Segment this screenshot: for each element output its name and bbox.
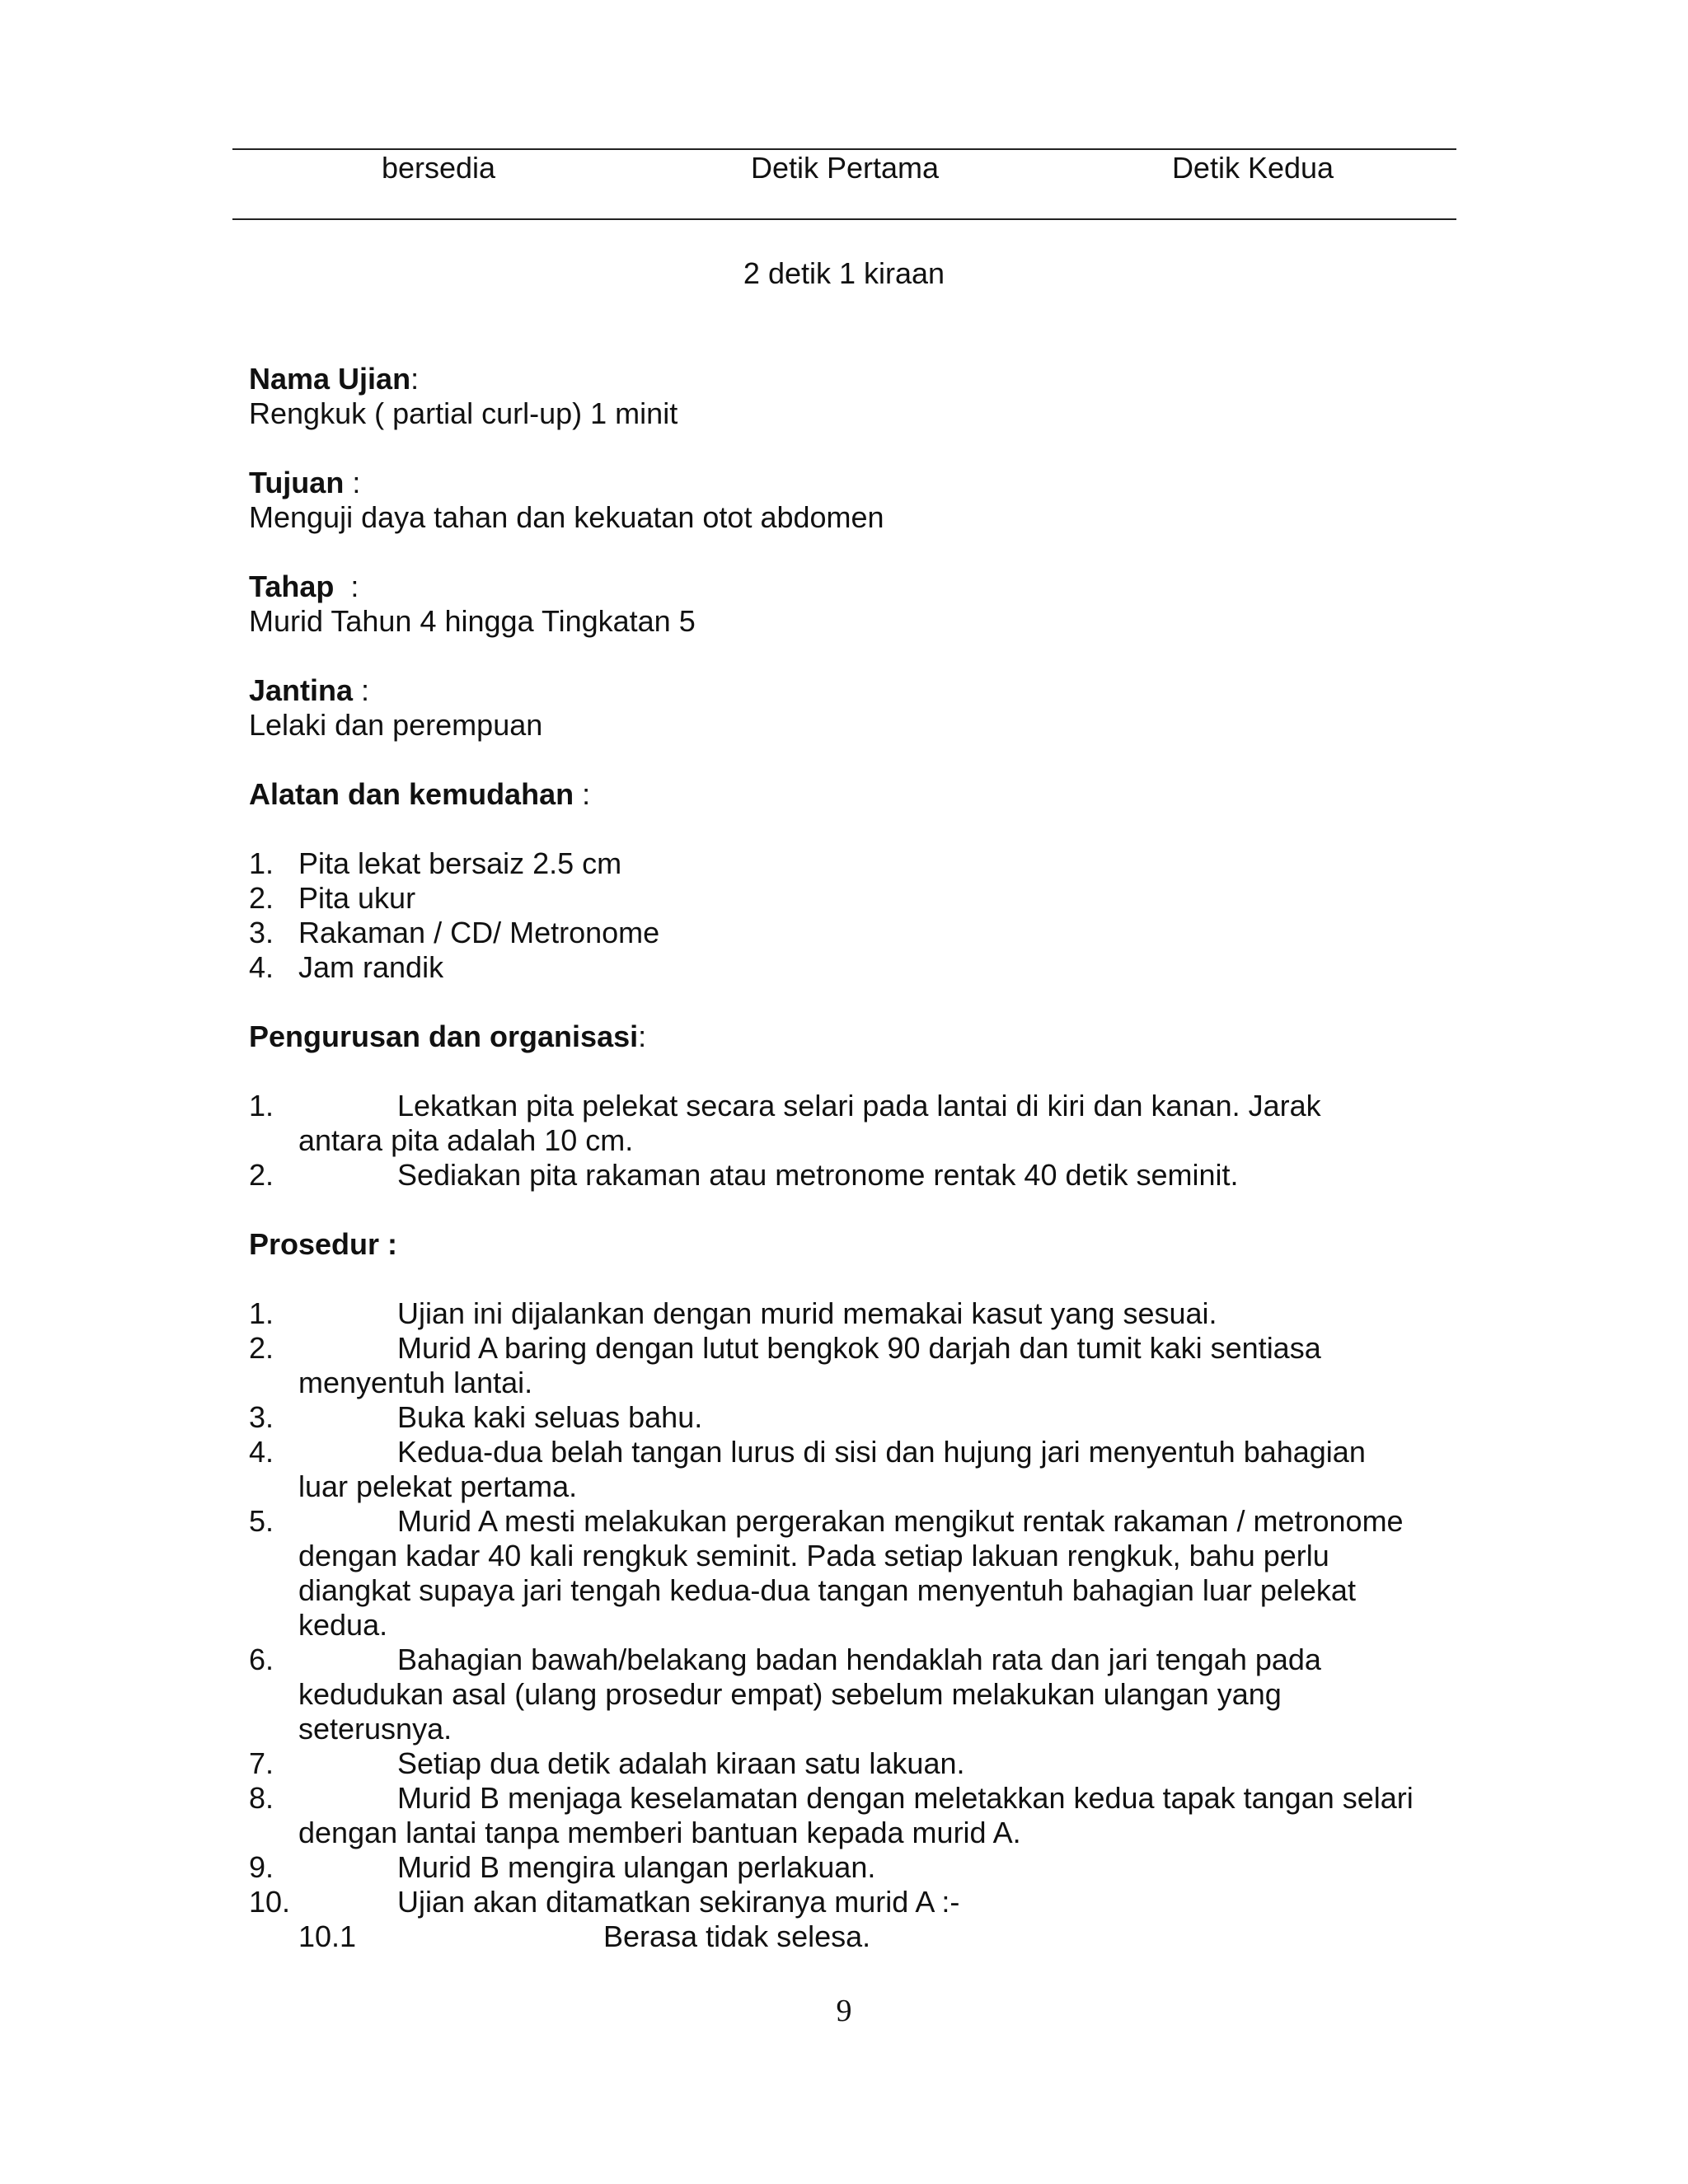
- pengurusan-heading: [249, 1019, 646, 1055]
- tahap-value: Murid Tahun 4 hingga Tingkatan 5: [249, 604, 696, 638]
- prosedur-num-6: 6.: [249, 1643, 274, 1676]
- alatan-num-3: 3.: [249, 916, 274, 949]
- prosedur-item-5-cont-2: diangkat supaya jari tengah kedua-dua tangan menyentuh bahagian luar pelekat: [298, 1573, 1356, 1607]
- nama-ujian-sep: :: [410, 362, 420, 396]
- prosedur-item-6-cont-2: seterusnya.: [298, 1712, 452, 1746]
- prosedur-item-9: Murid B mengira ulangan perlakuan.: [397, 1850, 876, 1884]
- alatan-num-2: 2.: [249, 881, 274, 915]
- alatan-item-3: Rakaman / CD/ Metronome: [298, 916, 660, 949]
- nama-ujian-label: Nama Ujian: [249, 362, 411, 396]
- prosedur-num-2: 2.: [249, 1331, 274, 1365]
- tujuan-label: Tujuan: [249, 466, 345, 499]
- prosedur-item-10: Ujian akan ditamatkan sekiranya murid A :-: [397, 1885, 960, 1919]
- prosedur-item-4-cont-1: luar pelekat pertama.: [298, 1469, 578, 1503]
- pengurusan-label: Pengurusan dan organisasi: [249, 1019, 639, 1053]
- alatan-label: Alatan dan kemudahan: [249, 777, 574, 811]
- page-number: 9: [836, 1994, 852, 2028]
- pengurusan-item-2: Sediakan pita rakaman atau metronome rentak 40 detik seminit.: [397, 1158, 1239, 1192]
- prosedur-item-8: Murid B menjaga keselamatan dengan meletakkan kedua tapak tangan selari: [397, 1781, 1414, 1815]
- alatan-item-1: Pita lekat bersaiz 2.5 cm: [298, 846, 622, 880]
- prosedur-item-2-cont-1: menyentuh lantai.: [298, 1366, 533, 1399]
- pengurusan-item-1-cont: antara pita adalah 10 cm.: [298, 1123, 634, 1157]
- tahap-label: Tahap: [249, 569, 335, 603]
- prosedur-item-5: Murid A mesti melakukan pergerakan mengikut rentak rakaman / metronome: [397, 1504, 1404, 1538]
- prosedur-heading: [249, 1226, 397, 1263]
- jantina-heading: [249, 673, 369, 709]
- nama-ujian-value: Rengkuk ( partial curl-up) 1 minit: [249, 396, 678, 430]
- alatan-item-4: Jam randik: [298, 950, 444, 984]
- alatan-heading: [249, 776, 590, 813]
- tahap-sep: :: [334, 569, 359, 603]
- nama-ujian-heading: [249, 361, 419, 397]
- prosedur-num-5: 5.: [249, 1504, 274, 1538]
- prosedur-item-1: Ujian ini dijalankan dengan murid memakai kasut yang sesuai.: [397, 1296, 1217, 1330]
- header-col-detik-kedua: Detik Kedua: [1171, 151, 1334, 185]
- jantina-label: Jantina: [249, 673, 354, 707]
- alatan-num-1: 1.: [249, 846, 274, 880]
- prosedur-item-5-cont-3: kedua.: [298, 1608, 388, 1642]
- prosedur-item-6: Bahagian bawah/belakang badan hendaklah rata dan jari tengah pada: [397, 1643, 1321, 1676]
- prosedur-num-10: 10.: [249, 1885, 291, 1919]
- pengurusan-num-2: 2.: [249, 1158, 274, 1192]
- alatan-num-4: 4.: [249, 950, 274, 984]
- alatan-item-2: Pita ukur: [298, 881, 416, 915]
- prosedur-num-4: 4.: [249, 1435, 274, 1469]
- header-bottom-rule: [232, 218, 1456, 220]
- alatan-sep: :: [574, 777, 591, 811]
- header-col-bersedia: bersedia: [381, 151, 496, 185]
- header-col-detik-pertama: Detik Pertama: [750, 151, 940, 185]
- prosedur-sub-item-10-1: Berasa tidak selesa.: [603, 1919, 871, 1953]
- tujuan-heading: [249, 465, 360, 501]
- prosedur-num-9: 9.: [249, 1850, 274, 1884]
- jantina-value: Lelaki dan perempuan: [249, 708, 543, 742]
- count-note: 2 detik 1 kiraan: [743, 256, 945, 290]
- prosedur-item-8-cont-1: dengan lantai tanpa memberi bantuan kepada murid A.: [298, 1816, 1021, 1849]
- prosedur-label: Prosedur :: [249, 1227, 398, 1261]
- prosedur-item-5-cont-1: dengan kadar 40 kali rengkuk seminit. Pada setiap lakuan rengkuk, bahu perlu: [298, 1539, 1329, 1572]
- prosedur-num-1: 1.: [249, 1296, 274, 1330]
- pengurusan-sep: :: [638, 1019, 647, 1053]
- prosedur-num-7: 7.: [249, 1746, 274, 1780]
- prosedur-sub-num-10-1: 10.1: [298, 1919, 357, 1953]
- tahap-heading: [249, 569, 359, 605]
- prosedur-num-3: 3.: [249, 1400, 274, 1434]
- prosedur-item-6-cont-1: kedudukan asal (ulang prosedur empat) sebelum melakukan ulangan yang: [298, 1677, 1282, 1711]
- prosedur-item-7: Setiap dua detik adalah kiraan satu lakuan.: [397, 1746, 965, 1780]
- tujuan-value: Menguji daya tahan dan kekuatan otot abdomen: [249, 500, 884, 534]
- prosedur-item-2: Murid A baring dengan lutut bengkok 90 darjah dan tumit kaki sentiasa: [397, 1331, 1321, 1365]
- jantina-sep: :: [353, 673, 370, 707]
- prosedur-item-4: Kedua-dua belah tangan lurus di sisi dan hujung jari menyentuh bahagian: [397, 1435, 1366, 1469]
- prosedur-num-8: 8.: [249, 1781, 274, 1815]
- tujuan-sep: :: [344, 466, 361, 499]
- pengurusan-item-1: Lekatkan pita pelekat secara selari pada lantai di kiri dan kanan. Jarak: [397, 1089, 1321, 1122]
- pengurusan-num-1: 1.: [249, 1089, 274, 1122]
- prosedur-item-3: Buka kaki seluas bahu.: [397, 1400, 703, 1434]
